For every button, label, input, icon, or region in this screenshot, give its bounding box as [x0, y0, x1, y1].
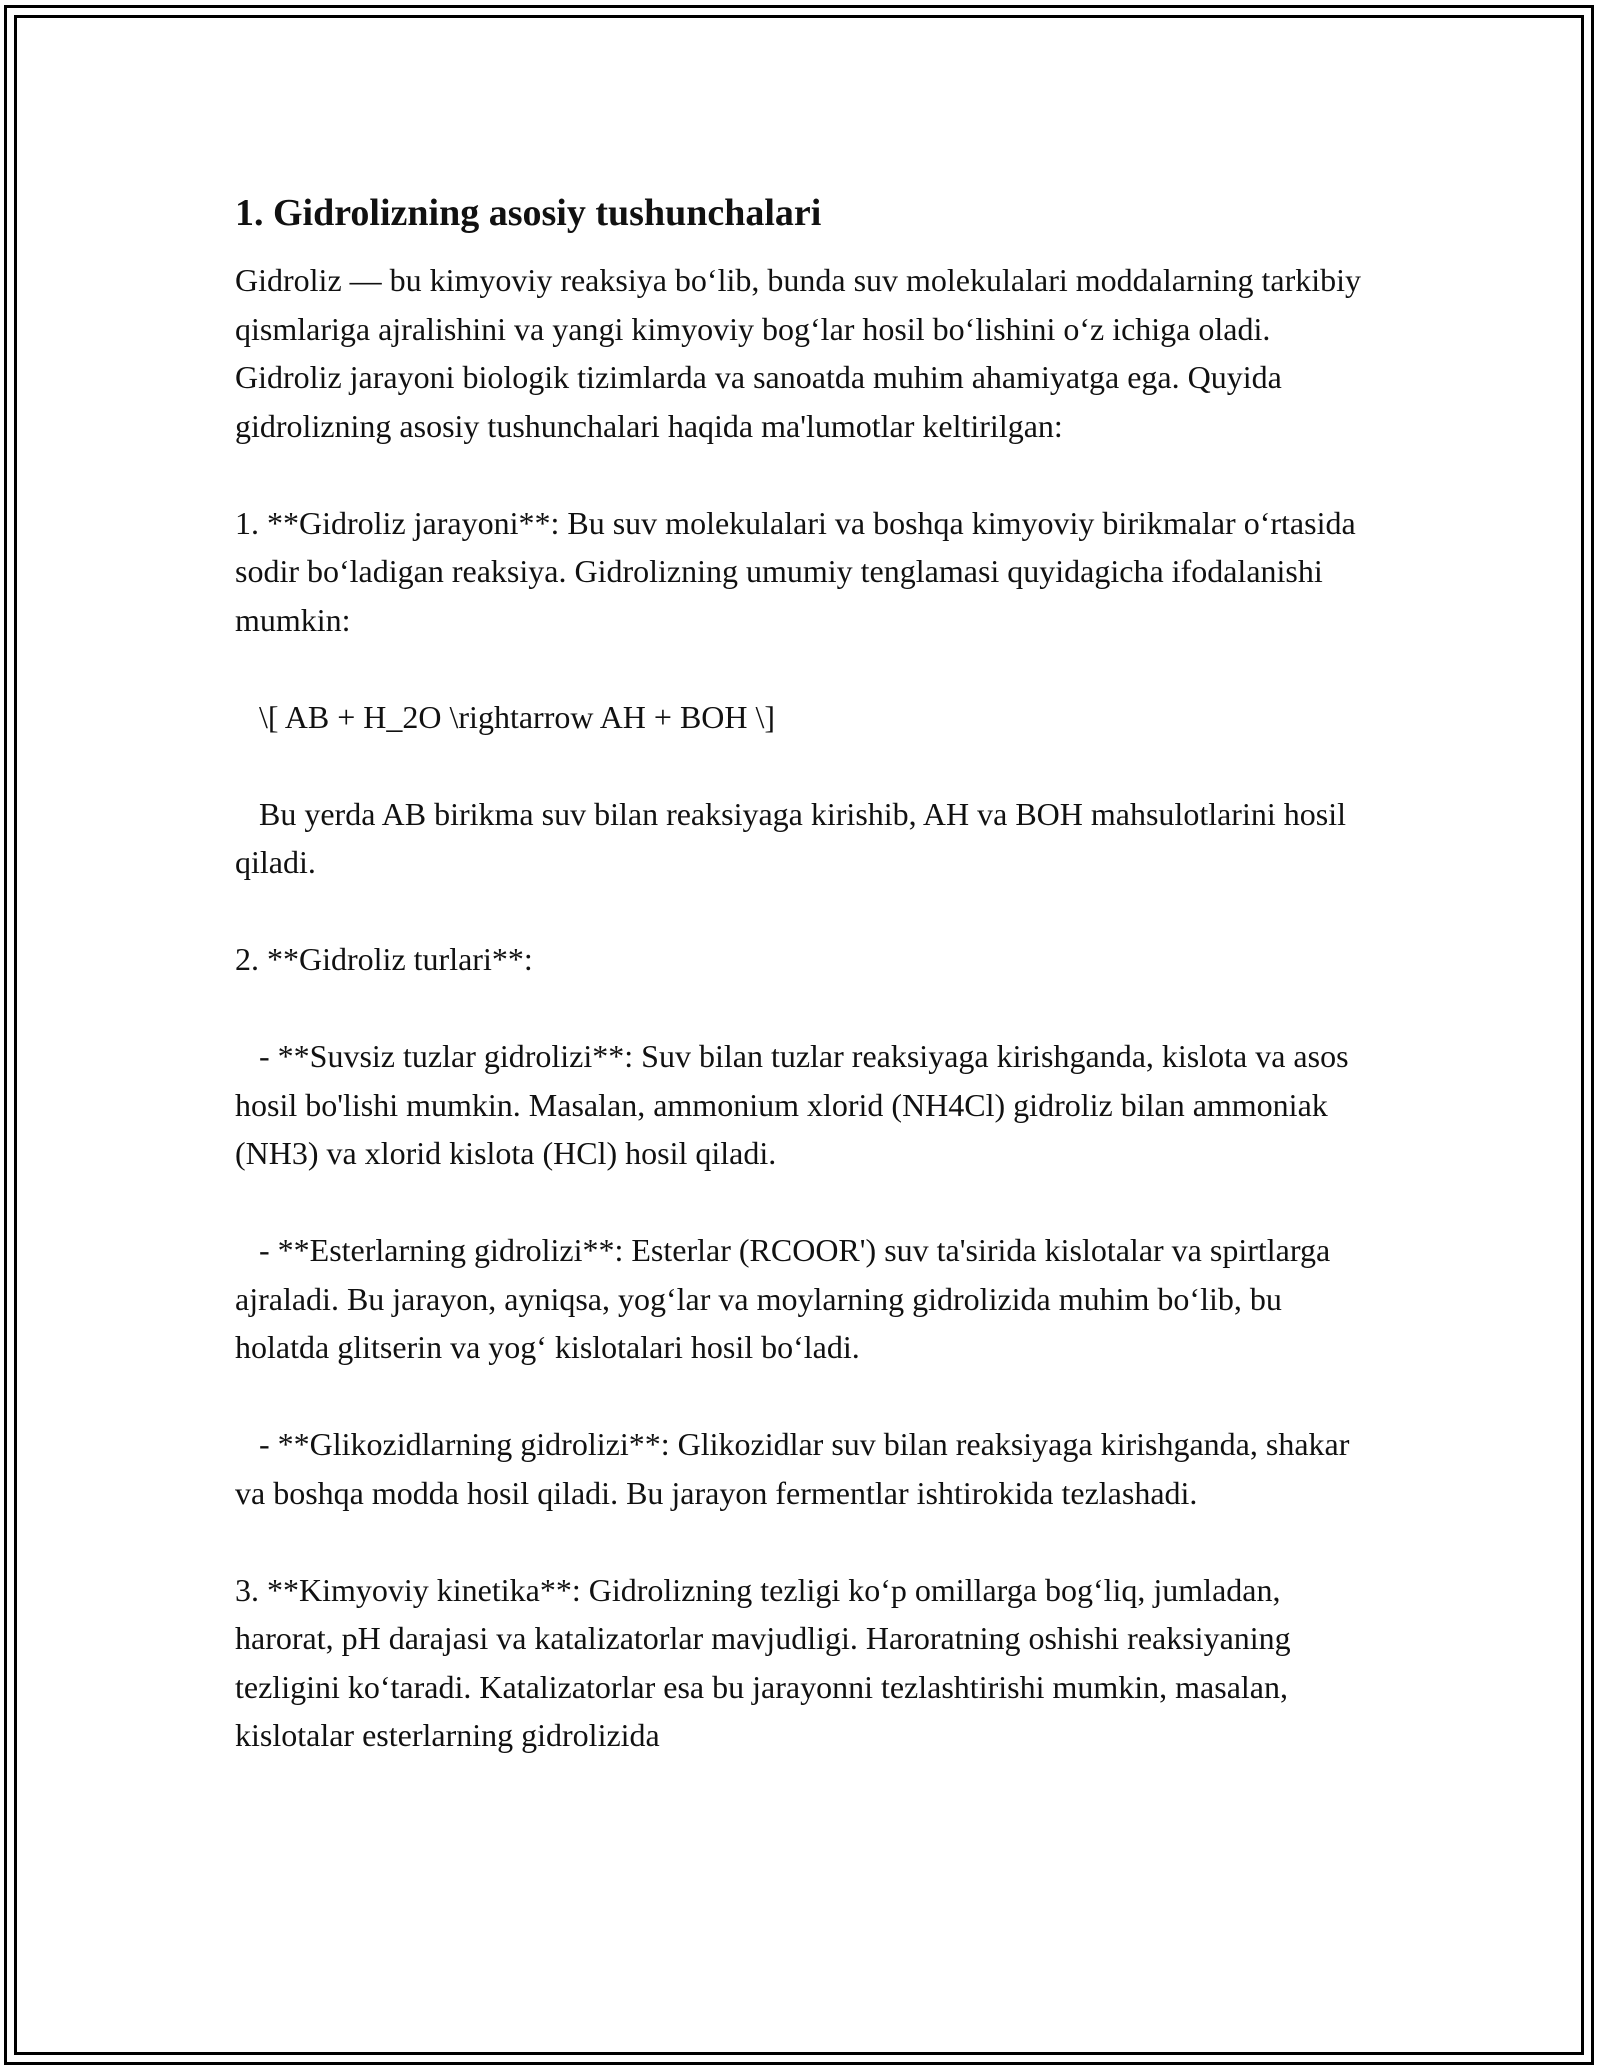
list-item-hydrolysis-process: 1. **Gidroliz jarayoni**: Bu suv molekulalari va boshqa kimyoviy birikmalar o‘rtasida sodir bo‘ladigan reaksiya. Gidrolizning umumiy tenglamasi quyidagicha ifodalanishi mumkin:	[235, 504, 1364, 638]
sublist-item-salt-hydrolysis: - **Suvsiz tuzlar gidrolizi**: Suv bilan tuzlar reaksiyaga kirishganda, kislota va asos hosil bo'lishi mumkin. Masalan, ammonium xlorid (NH4Cl) gidroliz bilan ammoniak (NH3) va xlorid kislota (HCl) hosil qiladi.	[235, 1038, 1357, 1171]
sublist-item-glycoside-hydrolysis: - **Glikozidlarning gidrolizi**: Glikozidlar suv bilan reaksiyaga kirishganda, shakar va boshqa modda hosil qiladi. Bu jarayon fermentlar ishtirokida tezlashadi.	[235, 1426, 1358, 1511]
sublist-item-ester-hydrolysis: - **Esterlarning gidrolizi**: Esterlar (RCOOR') suv ta'sirida kislotalar va spirtlarga ajraladi. Bu jarayon, ayniqsa, yog‘lar va moylarning gidrolizida muhim bo‘lib, bu holatda glitserin va yog‘ kislotalari hosil bo‘ladi.	[235, 1232, 1339, 1365]
list-item-hydrolysis-types: 2. **Gidroliz turlari**:	[235, 941, 533, 977]
list-item-chemical-kinetics: 3. **Kimyoviy kinetika**: Gidrolizning tezligi ko‘p omillarga bog‘liq, jumladan, harorat, pH darajasi va katalizatorlar mavjudligi. Haroratning oshishi reaksiyaning tezligini ko‘taradi. Katalizatorlar esa bu jarayonni tezlashtirishi mumkin, masalan, kislotalar esterlarning gidrolizida	[235, 1571, 1299, 1753]
equation-explanation: Bu yerda AB birikma suv bilan reaksiyaga kirishib, AH va BOH mahsulotlarini hosil qiladi.	[235, 795, 1354, 880]
equation-line: \[ AB + H_2O \rightarrow AH + BOH \]	[235, 698, 776, 735]
document-body	[235, 188, 1370, 1808]
section-heading: 1. Gidrolizning asosiy tushunchalari	[235, 192, 822, 234]
intro-paragraph: Gidroliz — bu kimyoviy reaksiya bo‘lib, bunda suv molekulalari moddalarning tarkibiy qismlariga ajralishini va yangi kimyoviy bog‘lar hosil bo‘lishini o‘z ichiga oladi. Gidroliz jarayoni biologik tizimlarda va sanoatda muhim ahamiyatga ega. Quyida gidrolizning asosiy tushunchalari haqida ma'lumotlar keltirilgan:	[235, 262, 1369, 444]
